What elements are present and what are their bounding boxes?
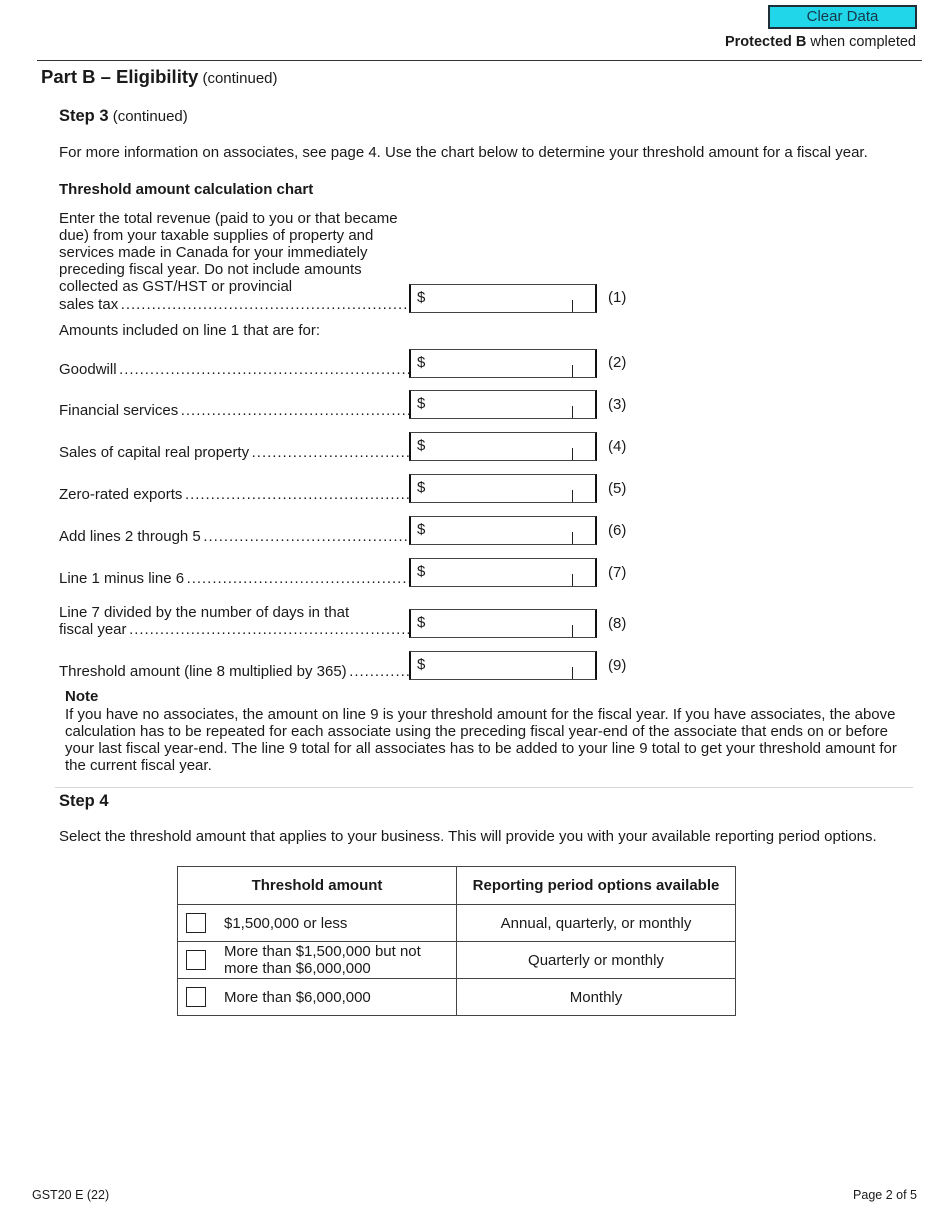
part-subtitle: (continued) — [198, 70, 278, 87]
dollar-sign: $ — [417, 354, 426, 371]
line-8-label-desc: Line 7 divided by the number of days in that — [59, 604, 350, 621]
step4-intro: Select the threshold amount that applies to your business. This will provide you with your available reporting period options. — [59, 828, 877, 845]
page-number: Page 2 of 5 — [853, 1188, 917, 1202]
cents-divider — [572, 532, 573, 544]
step3-title — [59, 107, 188, 126]
line-6-label: Add lines 2 through 5 . . . — [59, 528, 410, 545]
header-reporting-options: Reporting period options available — [457, 867, 736, 905]
line-8-input[interactable] — [431, 612, 571, 635]
reporting-options: Quarterly or monthly — [457, 942, 736, 979]
line-2-number: (2) — [608, 354, 627, 371]
line-8-amount-field[interactable] — [409, 609, 597, 638]
line-7-input[interactable] — [431, 561, 571, 584]
dollar-sign: $ — [417, 289, 426, 306]
header-threshold-amount: Threshold amount — [178, 867, 457, 905]
threshold-amount: $1,500,000 or less — [224, 914, 348, 932]
line-7-number: (7) — [608, 564, 627, 581]
table-row — [178, 905, 736, 942]
cents-divider — [572, 365, 573, 377]
note-body: If you have no associates, the amount on line 9 is your threshold amount for the fiscal year. If you have associates, the above calculation has to be repeated for each associate using the preceding fiscal year-end of the associate that ends on or before your last fiscal year-end. The line 9 total for all associates has to be added to your line 9 total to get your threshold amount for the current fiscal year. — [65, 706, 897, 774]
cents-divider — [572, 490, 573, 502]
chart-heading: Threshold amount calculation chart — [59, 181, 314, 198]
line-2-label: Goodwill . . . — [59, 361, 410, 378]
dollar-sign: $ — [417, 437, 426, 454]
threshold-checkbox-2[interactable] — [186, 950, 206, 970]
line-1-input[interactable] — [431, 287, 571, 310]
reporting-options: Annual, quarterly, or monthly — [457, 905, 736, 942]
cents-divider — [572, 667, 573, 679]
line-4-input[interactable] — [431, 435, 571, 458]
line-1-label: sales tax . . . — [59, 296, 410, 313]
line-2-input[interactable] — [431, 352, 571, 375]
cents-divider — [572, 574, 573, 586]
table-header-row — [178, 867, 736, 905]
line-7-label: Line 1 minus line 6 . . . — [59, 570, 410, 587]
part-title — [41, 66, 278, 88]
line-3-amount-field[interactable] — [409, 390, 597, 419]
line-3-label: Financial services . . . — [59, 402, 410, 419]
step3-title-text: Step 3 — [59, 107, 109, 125]
protected-b-label — [725, 34, 916, 50]
note-title: Note — [65, 688, 99, 705]
line-8-number: (8) — [608, 615, 627, 632]
line-6-amount-field[interactable] — [409, 516, 597, 545]
form-id: GST20 E (22) — [32, 1188, 110, 1202]
line-9-number: (9) — [608, 657, 627, 674]
line-5-amount-field[interactable] — [409, 474, 597, 503]
step3-intro: For more information on associates, see page 4. Use the chart below to determine your threshold amount for a fiscal year. — [59, 144, 868, 161]
line-9-input[interactable] — [431, 654, 571, 677]
line-8-label: fiscal year . . . — [59, 621, 410, 638]
line-5-number: (5) — [608, 480, 627, 497]
threshold-checkbox-3[interactable] — [186, 987, 206, 1007]
cents-divider — [572, 625, 573, 637]
cents-divider — [572, 448, 573, 460]
line-7-amount-field[interactable] — [409, 558, 597, 587]
line-5-input[interactable] — [431, 477, 571, 500]
reporting-options: Monthly — [457, 979, 736, 1016]
line-3-number: (3) — [608, 396, 627, 413]
threshold-checkbox-1[interactable] — [186, 913, 206, 933]
table-row — [178, 942, 736, 979]
threshold-table — [177, 866, 736, 1016]
threshold-amount: More than $6,000,000 — [224, 988, 371, 1006]
table-row — [178, 979, 736, 1016]
cents-divider — [572, 406, 573, 418]
dollar-sign: $ — [417, 479, 426, 496]
line-6-number: (6) — [608, 522, 627, 539]
dollar-sign: $ — [417, 395, 426, 412]
line-4-label: Sales of capital real property . . . — [59, 444, 410, 461]
clear-data-button[interactable]: Clear Data — [768, 5, 917, 29]
line-9-amount-field[interactable] — [409, 651, 597, 680]
step3-subtitle: (continued) — [108, 108, 188, 125]
cents-divider — [572, 300, 573, 312]
line-1-number: (1) — [608, 289, 627, 306]
line-1-amount-field[interactable] — [409, 284, 597, 313]
dollar-sign: $ — [417, 656, 426, 673]
threshold-amount: More than $1,500,000 but not more than $6,000,000 — [224, 943, 421, 977]
line-3-input[interactable] — [431, 393, 571, 416]
line-5-label: Zero-rated exports . . . — [59, 486, 410, 503]
protected-b-bold: Protected B — [724, 34, 807, 50]
line-4-number: (4) — [608, 438, 627, 455]
line-9-label: Threshold amount (line 8 multiplied by 365) . . . — [59, 663, 410, 680]
step4-title: Step 4 — [59, 792, 109, 810]
line-2-amount-field[interactable] — [409, 349, 597, 378]
dollar-sign: $ — [417, 563, 426, 580]
amounts-included-label: Amounts included on line 1 that are for: — [59, 322, 320, 339]
part-title-text: Part B – Eligibility — [41, 66, 199, 87]
header-rule — [37, 60, 922, 61]
line-6-input[interactable] — [431, 519, 571, 542]
line-4-amount-field[interactable] — [409, 432, 597, 461]
protected-b-rest: when completed — [806, 34, 916, 50]
dollar-sign: $ — [417, 521, 426, 538]
dollar-sign: $ — [417, 614, 426, 631]
section-separator — [55, 787, 913, 788]
line-1-label-desc: Enter the total revenue (paid to you or that became due) from your taxable supplies of property and services made in Canada for your immediately preceding fiscal year. Do not include amounts collected as GST/HST or provincial — [59, 210, 398, 295]
